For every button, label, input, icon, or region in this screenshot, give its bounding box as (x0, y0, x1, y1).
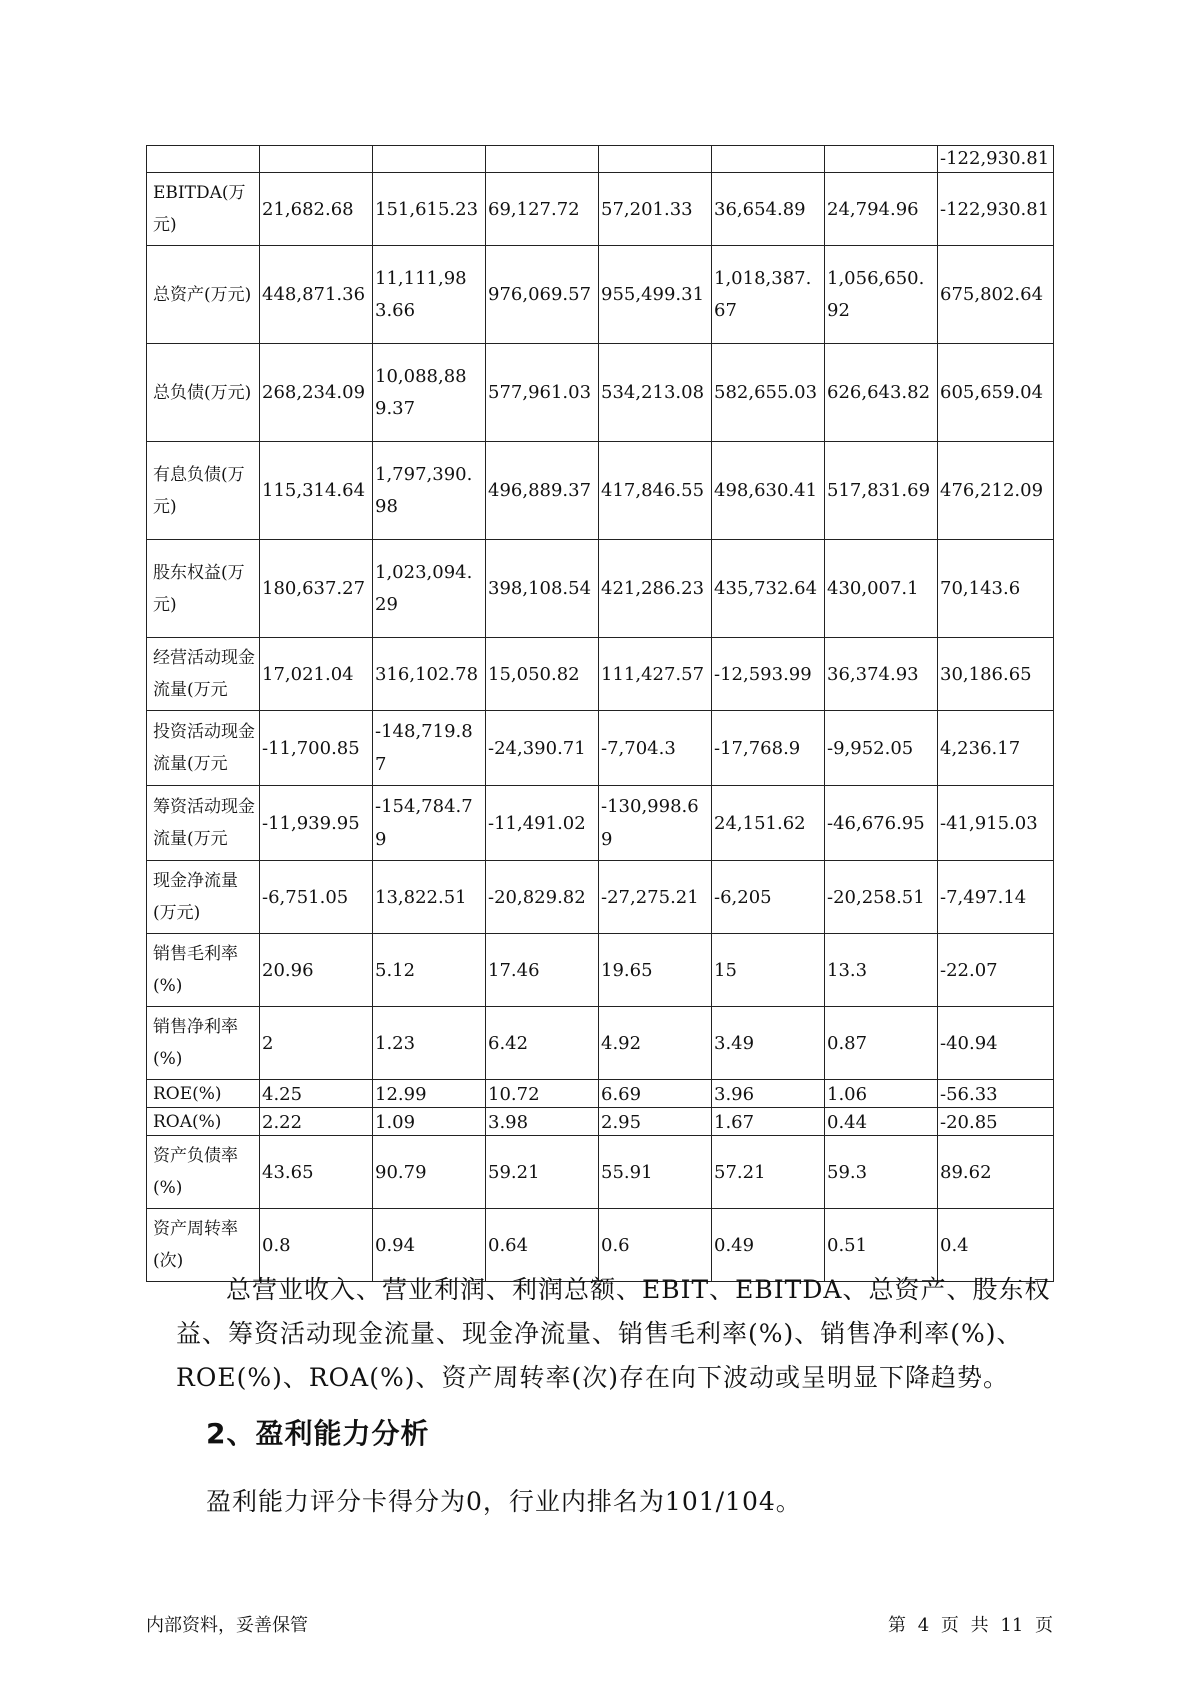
table-row (147, 861, 1054, 934)
table-cell: 5.12 (373, 934, 486, 1007)
table-row (147, 711, 1054, 786)
row-label: 有息负债(万元) (147, 442, 260, 540)
table-cell: -7,497.14 (938, 861, 1054, 934)
table-cell: 70,143.6 (938, 540, 1054, 638)
table-cell: 675,802.64 (938, 246, 1054, 344)
table-cell: 0.94 (373, 1209, 486, 1282)
row-label: 资产周转率(次) (147, 1209, 260, 1282)
row-label (147, 146, 260, 173)
table-cell: -11,700.85 (260, 711, 373, 786)
table-cell: 4.25 (260, 1080, 373, 1108)
table-row (147, 786, 1054, 861)
table-row (147, 1080, 1054, 1108)
table-cell: 268,234.09 (260, 344, 373, 442)
table-row (147, 442, 1054, 540)
table-cell: 0.4 (938, 1209, 1054, 1282)
table-cell: 57,201.33 (599, 173, 712, 246)
table-cell: 0.44 (825, 1108, 938, 1136)
table-cell: 10.72 (486, 1080, 599, 1108)
table-cell: 89.62 (938, 1136, 1054, 1209)
table-cell: 398,108.54 (486, 540, 599, 638)
row-label: 资产负债率(%) (147, 1136, 260, 1209)
table-cell: 12.99 (373, 1080, 486, 1108)
table-cell: 517,831.69 (825, 442, 938, 540)
row-label: 总资产(万元) (147, 246, 260, 344)
table-cell: 59.3 (825, 1136, 938, 1209)
table-cell: 0.64 (486, 1209, 599, 1282)
table-cell: 3.96 (712, 1080, 825, 1108)
table-cell: -20,258.51 (825, 861, 938, 934)
table-cell: -122,930.81 (938, 146, 1054, 173)
table-row (147, 638, 1054, 711)
table-cell: -27,275.21 (599, 861, 712, 934)
footer-confidential: 内部资料，妥善保管 (146, 1615, 308, 1636)
table-row (147, 173, 1054, 246)
table-cell: 90.79 (373, 1136, 486, 1209)
table-cell: 151,615.23 (373, 173, 486, 246)
trend-paragraph (176, 1268, 1056, 1400)
table-cell: -20,829.82 (486, 861, 599, 934)
table-cell: 577,961.03 (486, 344, 599, 442)
row-label: 销售净利率(%) (147, 1007, 260, 1080)
table-cell: -46,676.95 (825, 786, 938, 861)
table-cell: -22.07 (938, 934, 1054, 1007)
table-cell: -122,930.81 (938, 173, 1054, 246)
table-cell: 421,286.23 (599, 540, 712, 638)
table-cell: 1.06 (825, 1080, 938, 1108)
trend-paragraph-text: 总营业收入、营业利润、利润总额、EBIT、EBITDA、总资产、股东权益、筹资活动现金流量、现金净流量、销售毛利率(%)、销售净利率(%)、ROE(%)、ROA(%)、资产周转率(次)存在向下波动或呈明显下降趋势。 (176, 1275, 1051, 1392)
section-heading: 2、盈利能力分析 (206, 1417, 430, 1450)
table-cell: 498,630.41 (712, 442, 825, 540)
table-cell: -11,939.95 (260, 786, 373, 861)
table-cell: 111,427.57 (599, 638, 712, 711)
table-cell: 6.42 (486, 1007, 599, 1080)
table-cell: 19.65 (599, 934, 712, 1007)
table-cell: 4.92 (599, 1007, 712, 1080)
table-cell: 30,186.65 (938, 638, 1054, 711)
table-cell: 496,889.37 (486, 442, 599, 540)
table-cell (825, 146, 938, 173)
table-cell: 17,021.04 (260, 638, 373, 711)
table-cell: 180,637.27 (260, 540, 373, 638)
table-row (147, 1007, 1054, 1080)
row-label: 投资活动现金流量(万元 (147, 711, 260, 786)
table-cell: -40.94 (938, 1007, 1054, 1080)
table-cell: 316,102.78 (373, 638, 486, 711)
table-cell: 582,655.03 (712, 344, 825, 442)
table-row (147, 1136, 1054, 1209)
table-cell: -6,205 (712, 861, 825, 934)
table-cell: 448,871.36 (260, 246, 373, 344)
table-row (147, 1108, 1054, 1136)
table-cell (373, 146, 486, 173)
financial-table-body (147, 146, 1054, 1282)
table-cell: 976,069.57 (486, 246, 599, 344)
table-cell: 0.87 (825, 1007, 938, 1080)
table-cell: 13.3 (825, 934, 938, 1007)
table-row (147, 146, 1054, 173)
table-cell: 10,088,889.37 (373, 344, 486, 442)
table-row (147, 344, 1054, 442)
row-label: 经营活动现金流量(万元 (147, 638, 260, 711)
table-cell: 626,643.82 (825, 344, 938, 442)
table-cell: -130,998.69 (599, 786, 712, 861)
financial-table (146, 145, 1054, 1282)
table-cell: -154,784.79 (373, 786, 486, 861)
table-cell: 2.22 (260, 1108, 373, 1136)
row-label: 股东权益(万元) (147, 540, 260, 638)
table-cell: 0.6 (599, 1209, 712, 1282)
table-cell: -17,768.9 (712, 711, 825, 786)
table-cell: 1,056,650.92 (825, 246, 938, 344)
table-cell: 21,682.68 (260, 173, 373, 246)
table-cell: 955,499.31 (599, 246, 712, 344)
row-label: ROA(%) (147, 1108, 260, 1136)
table-cell: 13,822.51 (373, 861, 486, 934)
table-cell: 43.65 (260, 1136, 373, 1209)
table-cell: 1.67 (712, 1108, 825, 1136)
table-cell: 57.21 (712, 1136, 825, 1209)
table-cell: 36,374.93 (825, 638, 938, 711)
table-cell: 24,794.96 (825, 173, 938, 246)
table-cell (260, 146, 373, 173)
table-cell: 15,050.82 (486, 638, 599, 711)
table-row (147, 934, 1054, 1007)
table-row (147, 246, 1054, 344)
table-cell: 2 (260, 1007, 373, 1080)
table-cell: 605,659.04 (938, 344, 1054, 442)
table-cell: -24,390.71 (486, 711, 599, 786)
table-cell: 6.69 (599, 1080, 712, 1108)
table-cell: -20.85 (938, 1108, 1054, 1136)
table-row (147, 540, 1054, 638)
table-cell: 0.8 (260, 1209, 373, 1282)
table-cell: 3.49 (712, 1007, 825, 1080)
table-cell: 3.98 (486, 1108, 599, 1136)
table-cell: -6,751.05 (260, 861, 373, 934)
row-label: 总负债(万元) (147, 344, 260, 442)
table-cell (712, 146, 825, 173)
score-text: 盈利能力评分卡得分为0，行业内排名为101/104。 (206, 1487, 802, 1516)
table-cell: -12,593.99 (712, 638, 825, 711)
table-cell: -11,491.02 (486, 786, 599, 861)
table-cell: -9,952.05 (825, 711, 938, 786)
table-cell: 1,797,390.98 (373, 442, 486, 540)
table-cell: 1,018,387.67 (712, 246, 825, 344)
table-cell: 2.95 (599, 1108, 712, 1136)
table-cell: 4,236.17 (938, 711, 1054, 786)
row-label: 销售毛利率(%) (147, 934, 260, 1007)
table-cell: -148,719.87 (373, 711, 486, 786)
table-cell: 20.96 (260, 934, 373, 1007)
table-cell: 1.23 (373, 1007, 486, 1080)
table-cell: 534,213.08 (599, 344, 712, 442)
table-cell: 55.91 (599, 1136, 712, 1209)
table-cell: 430,007.1 (825, 540, 938, 638)
table-cell (599, 146, 712, 173)
row-label: 现金净流量(万元) (147, 861, 260, 934)
row-label: ROE(%) (147, 1080, 260, 1108)
row-label: 筹资活动现金流量(万元 (147, 786, 260, 861)
table-cell: 1.09 (373, 1108, 486, 1136)
table-cell: 69,127.72 (486, 173, 599, 246)
table-cell: 36,654.89 (712, 173, 825, 246)
table-cell: -56.33 (938, 1080, 1054, 1108)
table-cell: -7,704.3 (599, 711, 712, 786)
table-cell: 0.51 (825, 1209, 938, 1282)
table-cell: 435,732.64 (712, 540, 825, 638)
table-cell: 476,212.09 (938, 442, 1054, 540)
footer-page-number: 第 4 页 共 11 页 (888, 1615, 1053, 1636)
table-cell: 11,111,983.66 (373, 246, 486, 344)
table-cell: 17.46 (486, 934, 599, 1007)
table-cell: 1,023,094.29 (373, 540, 486, 638)
table-cell: 59.21 (486, 1136, 599, 1209)
table-cell: -41,915.03 (938, 786, 1054, 861)
table-cell: 417,846.55 (599, 442, 712, 540)
table-cell: 115,314.64 (260, 442, 373, 540)
table-cell: 0.49 (712, 1209, 825, 1282)
table-cell: 15 (712, 934, 825, 1007)
table-cell (486, 146, 599, 173)
table-cell: 24,151.62 (712, 786, 825, 861)
row-label: EBITDA(万元) (147, 173, 260, 246)
